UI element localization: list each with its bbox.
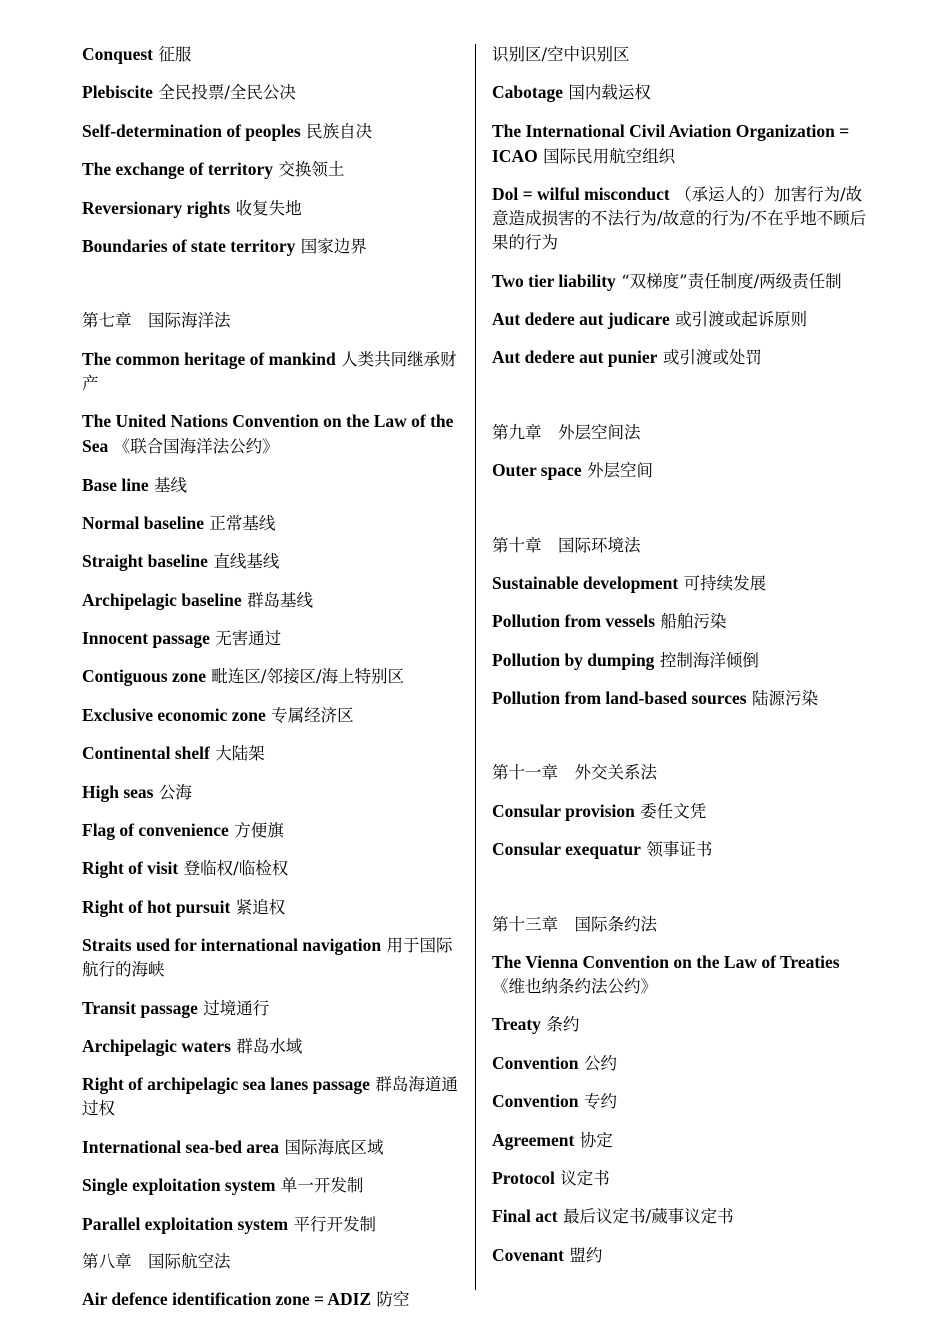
english-term: Convention xyxy=(492,1091,579,1112)
glossary-entry xyxy=(492,119,876,169)
chinese-translation: 单一开发制 xyxy=(280,1176,364,1196)
glossary-entry xyxy=(82,1173,466,1198)
chapter-heading: 第十三章 国际条约法 xyxy=(492,914,657,934)
section-spacer xyxy=(492,497,876,534)
chinese-translation: 《维也纳条约法公约》 xyxy=(492,977,657,997)
chinese-translation: 盟约 xyxy=(569,1245,603,1265)
english-term: Transit passage xyxy=(82,997,198,1018)
glossary-entry xyxy=(492,269,876,294)
english-term: Consular exequatur xyxy=(492,839,641,860)
english-term: Single exploitation system xyxy=(82,1175,276,1196)
chinese-translation: 基线 xyxy=(154,475,188,495)
glossary-entry xyxy=(82,664,466,689)
section-spacer xyxy=(82,272,466,309)
section-spacer xyxy=(492,724,876,761)
english-term: Boundaries of state territory xyxy=(82,235,296,256)
chinese-translation: 专属经济区 xyxy=(271,705,354,725)
glossary-entry xyxy=(492,686,876,711)
english-term: Dol = wilful misconduct xyxy=(492,184,670,205)
section-spacer xyxy=(492,384,876,421)
chinese-translation: 或引渡或起诉原则 xyxy=(675,309,808,329)
glossary-entry xyxy=(492,1204,876,1229)
english-term: The common heritage of mankind xyxy=(82,348,336,369)
chinese-translation: 群岛基线 xyxy=(247,590,314,610)
english-term: Convention xyxy=(492,1052,579,1073)
glossary-entry xyxy=(492,571,876,596)
chinese-translation: 公约 xyxy=(583,1053,617,1073)
chinese-translation: 紧追权 xyxy=(235,897,286,917)
english-term: Exclusive economic zone xyxy=(82,704,266,725)
chinese-translation: 无害通过 xyxy=(215,629,282,649)
english-term: Aut dedere aut punier xyxy=(492,347,658,368)
glossary-entry xyxy=(82,1287,466,1312)
chinese-translation: 外层空间 xyxy=(587,461,653,481)
glossary-entry xyxy=(82,549,466,574)
english-term: Treaty xyxy=(492,1014,541,1035)
english-term: Flag of convenience xyxy=(82,820,229,841)
english-term: Two tier liability xyxy=(492,270,616,291)
glossary-entry xyxy=(82,1072,466,1121)
right-column xyxy=(492,42,876,1281)
chinese-translation: 正常基线 xyxy=(209,513,276,533)
chinese-translation: 公海 xyxy=(158,782,192,802)
english-term: The Vienna Convention on the Law of Treaties xyxy=(492,952,840,973)
glossary-entry xyxy=(82,933,466,982)
glossary-entry xyxy=(82,996,466,1021)
chinese-translation: “双梯度”责任制度/两级责任制 xyxy=(621,271,842,291)
chinese-translation: 防空 xyxy=(376,1290,410,1310)
chinese-translation: 直线基线 xyxy=(213,552,280,572)
english-term: Plebiscite xyxy=(82,82,153,103)
english-term: Final act xyxy=(492,1206,558,1227)
english-term: Air defence identification zone = ADIZ xyxy=(82,1289,372,1310)
chinese-translation: 识别区/空中识别区 xyxy=(492,45,630,64)
english-term: Pollution from land-based sources xyxy=(492,688,747,709)
glossary-entry xyxy=(82,1212,466,1237)
glossary-entry xyxy=(82,80,466,105)
chinese-translation: （承运人的）加害行为/故意造成损害的不法行为/故意的行为/不在乎地不顾后果的行为 xyxy=(492,185,867,253)
english-term: Protocol xyxy=(492,1167,555,1188)
chapter-heading: 第七章 国际海洋法 xyxy=(82,311,231,331)
glossary-entry xyxy=(492,458,876,483)
english-term: Sustainable development xyxy=(492,572,679,593)
chinese-translation: 大陆架 xyxy=(215,744,265,764)
chinese-translation: 可持续发展 xyxy=(683,573,767,593)
english-term: Archipelagic waters xyxy=(82,1035,231,1056)
chinese-translation: 群岛海道通过权 xyxy=(82,1075,458,1119)
glossary-entry xyxy=(492,609,876,634)
chapter-heading: 第九章 外层空间法 xyxy=(492,422,641,442)
glossary-entry xyxy=(82,1034,466,1059)
english-term: Self-determination of peoples xyxy=(82,120,301,141)
chinese-translation: 陆源污染 xyxy=(752,689,818,709)
chinese-translation: 全民投票/全民公决 xyxy=(158,83,296,103)
glossary-entry xyxy=(82,196,466,221)
chapter-heading: 第十章 国际环境法 xyxy=(492,535,641,555)
english-term: The United Nations Convention on the Law of the Sea xyxy=(82,411,454,457)
english-term: Archipelagic baseline xyxy=(82,589,242,610)
chinese-translation: 方便旗 xyxy=(234,821,284,841)
english-term: The exchange of territory xyxy=(82,159,273,180)
chinese-translation: 最后议定书/蒇事议定书 xyxy=(563,1207,734,1227)
chinese-translation: 或引渡或处罚 xyxy=(662,348,762,368)
glossary-entry xyxy=(82,42,466,67)
chinese-translation: 条约 xyxy=(546,1015,580,1035)
english-term: Pollution from vessels xyxy=(492,611,656,632)
chinese-translation: 议定书 xyxy=(560,1168,610,1188)
glossary-entry xyxy=(82,347,466,396)
english-term: High seas xyxy=(82,781,154,802)
glossary-entry xyxy=(492,1243,876,1268)
left-column xyxy=(82,42,466,1326)
chinese-translation: 控制海洋倾倒 xyxy=(659,650,759,670)
chinese-translation: 协定 xyxy=(579,1130,613,1150)
english-term: Right of visit xyxy=(82,858,179,879)
glossary-entry xyxy=(492,1089,876,1114)
glossary-entry xyxy=(492,1166,876,1191)
glossary-entry xyxy=(492,80,876,105)
english-term: Pollution by dumping xyxy=(492,649,655,670)
english-term: Base line xyxy=(82,474,149,495)
english-term: Right of archipelagic sea lanes passage xyxy=(82,1074,370,1095)
chinese-translation: 收复失地 xyxy=(235,198,302,218)
chinese-translation: 人类共同继承财产 xyxy=(82,349,457,393)
glossary-entry xyxy=(492,182,876,255)
glossary-entry xyxy=(82,741,466,766)
chinese-translation: 用于国际航行的海峡 xyxy=(82,936,453,980)
glossary-entry xyxy=(492,799,876,824)
chinese-translation: 国际海底区域 xyxy=(284,1137,384,1157)
english-term: Right of hot pursuit xyxy=(82,896,231,917)
chinese-translation: 民族自决 xyxy=(306,121,373,141)
glossary-entry xyxy=(82,856,466,881)
glossary-entry xyxy=(82,626,466,651)
chinese-translation: 国内载运权 xyxy=(568,83,651,103)
glossary-entry xyxy=(82,234,466,259)
chapter-heading: 第十一章 外交关系法 xyxy=(492,763,657,783)
english-term: Agreement xyxy=(492,1129,575,1150)
chinese-translation: 船舶污染 xyxy=(660,612,727,632)
english-term: Normal baseline xyxy=(82,512,205,533)
glossary-entry xyxy=(82,1135,466,1160)
glossary-entry xyxy=(82,780,466,805)
column-divider xyxy=(475,44,476,1290)
english-term: Conquest xyxy=(82,44,153,64)
glossary-entry xyxy=(82,511,466,536)
glossary-entry xyxy=(82,119,466,144)
glossary-entry xyxy=(82,818,466,843)
glossary-entry xyxy=(82,409,466,459)
glossary-entry xyxy=(492,345,876,370)
english-term: Covenant xyxy=(492,1244,564,1265)
english-term: Innocent passage xyxy=(82,628,210,649)
section-spacer xyxy=(492,876,876,913)
english-term: Straits used for international navigation xyxy=(82,935,382,956)
english-term: Continental shelf xyxy=(82,743,210,764)
english-term: Straight baseline xyxy=(82,551,208,572)
chinese-translation: 毗连区/邻接区/海上特别区 xyxy=(211,667,405,687)
chinese-translation: 群岛水域 xyxy=(236,1036,303,1056)
chinese-translation: 委任文凭 xyxy=(640,801,707,821)
chinese-translation: 领事证书 xyxy=(646,840,713,860)
english-term: Parallel exploitation system xyxy=(82,1213,289,1234)
english-term: Reversionary rights xyxy=(82,197,231,218)
english-term: Cabotage xyxy=(492,82,563,103)
glossary-entry xyxy=(492,42,876,67)
chinese-translation: 专约 xyxy=(583,1092,617,1112)
glossary-entry xyxy=(492,837,876,862)
english-term: Aut dedere aut judicare xyxy=(492,308,670,329)
chinese-translation: 征服 xyxy=(158,45,192,64)
english-term: Contiguous zone xyxy=(82,666,206,687)
glossary-entry xyxy=(492,307,876,332)
chinese-translation: 平行开发制 xyxy=(293,1214,376,1234)
chapter-heading: 第八章 国际航空法 xyxy=(82,1251,231,1271)
glossary-entry xyxy=(82,473,466,498)
glossary-entry xyxy=(492,1051,876,1076)
glossary-entry xyxy=(492,1128,876,1153)
english-term: The International Civil Aviation Organization = ICAO xyxy=(492,120,850,166)
glossary-entry xyxy=(82,703,466,728)
glossary-entry xyxy=(82,157,466,182)
chinese-translation: 国际民用航空组织 xyxy=(543,146,676,166)
glossary-entry xyxy=(82,895,466,920)
glossary-entry xyxy=(492,648,876,673)
english-term: Consular provision xyxy=(492,800,635,821)
glossary-entry xyxy=(492,950,876,999)
glossary-entry xyxy=(492,1012,876,1037)
chinese-translation: 国家边界 xyxy=(300,236,367,256)
chinese-translation: 《联合国海洋法公约》 xyxy=(113,437,279,457)
english-term: Outer space xyxy=(492,460,582,481)
chinese-translation: 交换领土 xyxy=(278,160,345,180)
english-term: International sea-bed area xyxy=(82,1136,280,1157)
chinese-translation: 登临权/临检权 xyxy=(183,859,289,879)
chinese-translation: 过境通行 xyxy=(203,998,270,1018)
glossary-entry xyxy=(82,588,466,613)
